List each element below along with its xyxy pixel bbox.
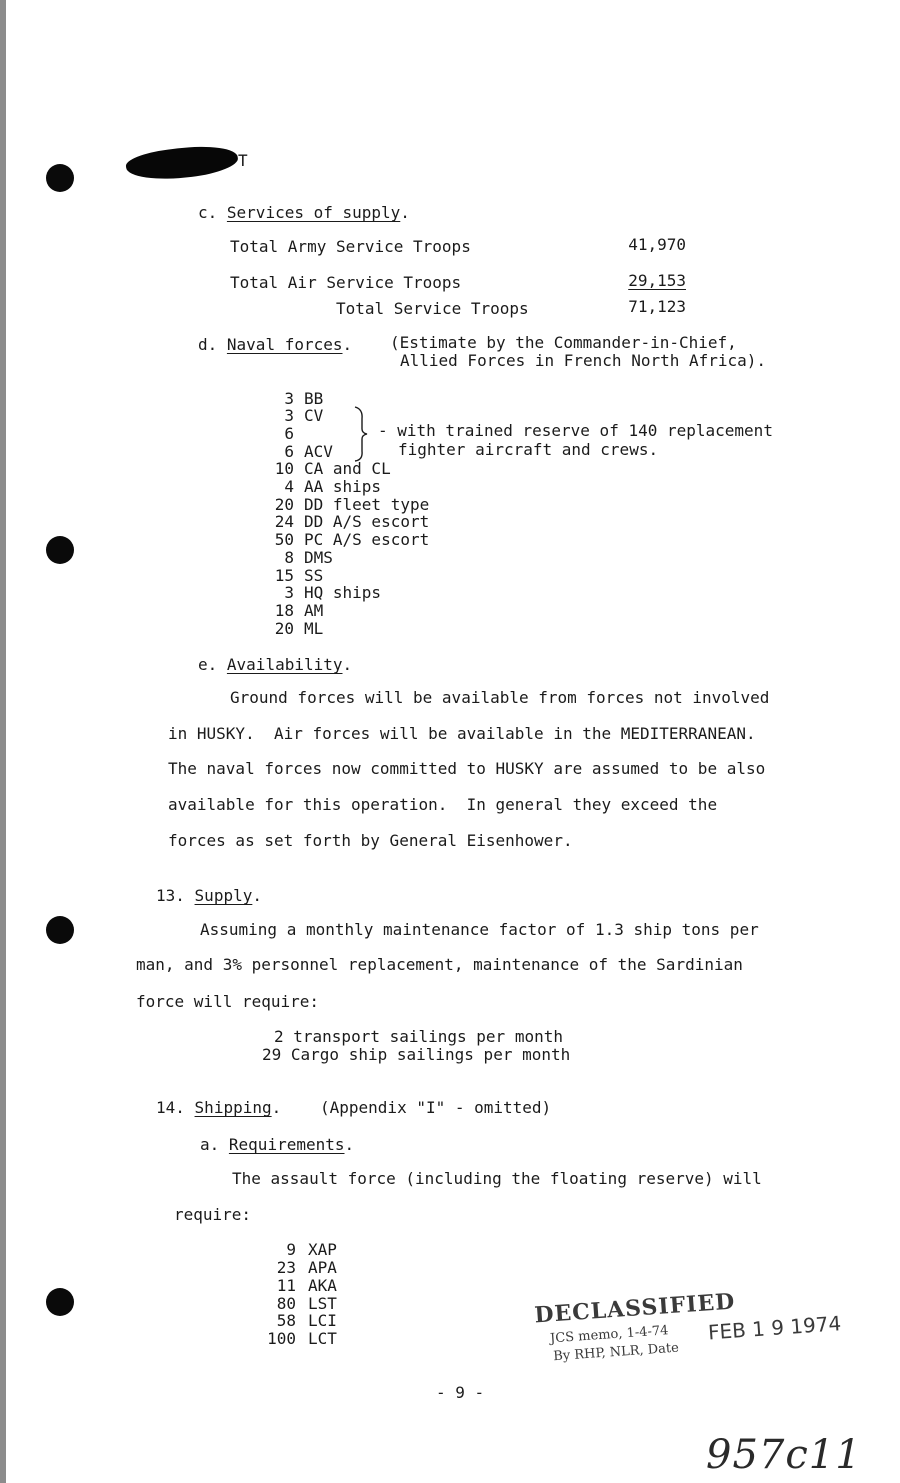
ship-type: PC A/S escort [304, 530, 430, 549]
brace-note-1: - with trained reserve of 140 replacement [378, 421, 773, 440]
ship-count: 9 [286, 1240, 296, 1259]
ship-count: 10 [274, 459, 294, 478]
ship-count: 20 [274, 495, 294, 514]
section-14-number: 14. [156, 1098, 185, 1117]
punch-hole [46, 1288, 74, 1316]
availability-line: in HUSKY. Air forces will be available in the MEDITERRANEAN. [168, 724, 756, 743]
section-e-letter: e. [198, 655, 218, 674]
classification-fragment: T [238, 151, 248, 170]
total-service-value: 71,123 [628, 297, 686, 316]
section-c-letter: c. [198, 203, 218, 222]
requirements-line: require: [174, 1205, 252, 1224]
ship-count: 58 [276, 1311, 296, 1330]
availability-line: forces as set forth by General Eisenhower. [168, 831, 573, 850]
ship-type: ACV [304, 442, 333, 461]
ship-type: CA and CL [304, 459, 391, 478]
army-service-label: Total Army Service Troops [230, 237, 471, 256]
section-d-heading: d. Naval forces. [198, 335, 353, 354]
brace-note-2: fighter aircraft and crews. [398, 440, 659, 459]
section-d-title: Naval forces [226, 335, 343, 354]
ship-type: AM [304, 601, 324, 620]
section-e-heading: e. Availability. [198, 655, 353, 674]
punch-hole [46, 536, 74, 564]
ship-count: 6 [284, 424, 294, 443]
section-d-note-1: (Estimate by the Commander-in-Chief, [390, 333, 737, 352]
section-13-heading: 13. Supply. [156, 886, 262, 905]
section-d-letter: d. [198, 335, 218, 354]
supply-requirement: 29 Cargo ship sailings per month [262, 1045, 571, 1064]
ship-count: 50 [274, 530, 294, 549]
ship-count: 100 [267, 1329, 296, 1348]
punch-hole [46, 916, 74, 944]
ship-count: 20 [274, 619, 294, 638]
ship-count: 15 [274, 566, 294, 585]
ship-type: XAP [308, 1240, 337, 1259]
air-service-label: Total Air Service Troops [230, 273, 462, 292]
ship-type: APA [308, 1258, 337, 1277]
redaction-mark [125, 141, 240, 184]
ship-count: 80 [276, 1294, 296, 1313]
stamp-memo: JCS memo, 1-4-74 [549, 1323, 669, 1347]
ship-count: 24 [274, 512, 294, 531]
ship-count: 23 [276, 1258, 296, 1277]
ship-type: LCI [308, 1311, 337, 1330]
army-service-value: 41,970 [628, 235, 686, 254]
ship-count: 3 [284, 583, 294, 602]
punch-hole [46, 164, 74, 192]
ship-type: BB [304, 389, 324, 408]
ship-count: 3 [284, 406, 294, 425]
section-14a-heading: a. Requirements. [200, 1135, 355, 1154]
ship-count: 18 [274, 601, 294, 620]
ship-type: DD A/S escort [304, 512, 430, 531]
section-14-note: (Appendix "I" - omitted) [320, 1098, 552, 1117]
ship-type: SS [304, 566, 324, 585]
section-d-note-2: Allied Forces in French North Africa). [400, 351, 767, 370]
stamp-by: By RHP, NLR, Date [552, 1340, 680, 1365]
ship-type: LCT [308, 1329, 337, 1348]
availability-line: available for this operation. In general they exceed the [168, 795, 718, 814]
section-14-title: Shipping [194, 1098, 272, 1117]
brace-mark [353, 405, 369, 463]
availability-line: Ground forces will be available from forces not involved [230, 688, 770, 707]
page-number: - 9 - [436, 1383, 485, 1402]
section-e-title: Availability [226, 655, 343, 674]
ship-count: 11 [276, 1276, 296, 1295]
section-14a-letter: a. [200, 1135, 220, 1154]
ship-type: AA ships [304, 477, 382, 496]
ship-type: AKA [308, 1276, 337, 1295]
supply-line: man, and 3% personnel replacement, maintenance of the Sardinian [136, 955, 743, 974]
declassified-stamp [533, 1282, 842, 1383]
requirements-line: The assault force (including the floating reserve) will [232, 1169, 762, 1188]
availability-line: The naval forces now committed to HUSKY are assumed to be also [168, 759, 766, 778]
ship-count: 4 [284, 477, 294, 496]
ship-type: ML [304, 619, 324, 638]
ship-count: 3 [284, 389, 294, 408]
section-13-number: 13. [156, 886, 185, 905]
ship-count: 8 [284, 548, 294, 567]
ship-type: CV [304, 406, 324, 425]
ship-type: LST [308, 1294, 337, 1313]
stamp-date: FEB 1 9 1974 [707, 1311, 842, 1345]
ship-count: 6 [284, 442, 294, 461]
ship-type: HQ ships [304, 583, 382, 602]
total-service-label: Total Service Troops [336, 299, 529, 318]
ship-type: DMS [304, 548, 333, 567]
supply-line: force will require: [136, 992, 320, 1011]
section-14a-title: Requirements [228, 1135, 345, 1154]
supply-line: Assuming a monthly maintenance factor of 1.3 ship tons per [200, 920, 759, 939]
section-c-title: Services of supply [226, 203, 401, 222]
section-c-heading: c. Services of supply. [198, 203, 410, 222]
handwritten-reference: 957c11 [706, 1432, 862, 1478]
section-13-title: Supply [194, 886, 253, 905]
ship-type: DD fleet type [304, 495, 430, 514]
scan-edge [0, 0, 6, 1483]
supply-requirement: 2 transport sailings per month [274, 1027, 563, 1046]
section-14-heading: 14. Shipping. [156, 1098, 282, 1117]
stamp-title: DECLASSIFIED [533, 1288, 737, 1329]
air-service-value: 29,153 [628, 271, 686, 290]
